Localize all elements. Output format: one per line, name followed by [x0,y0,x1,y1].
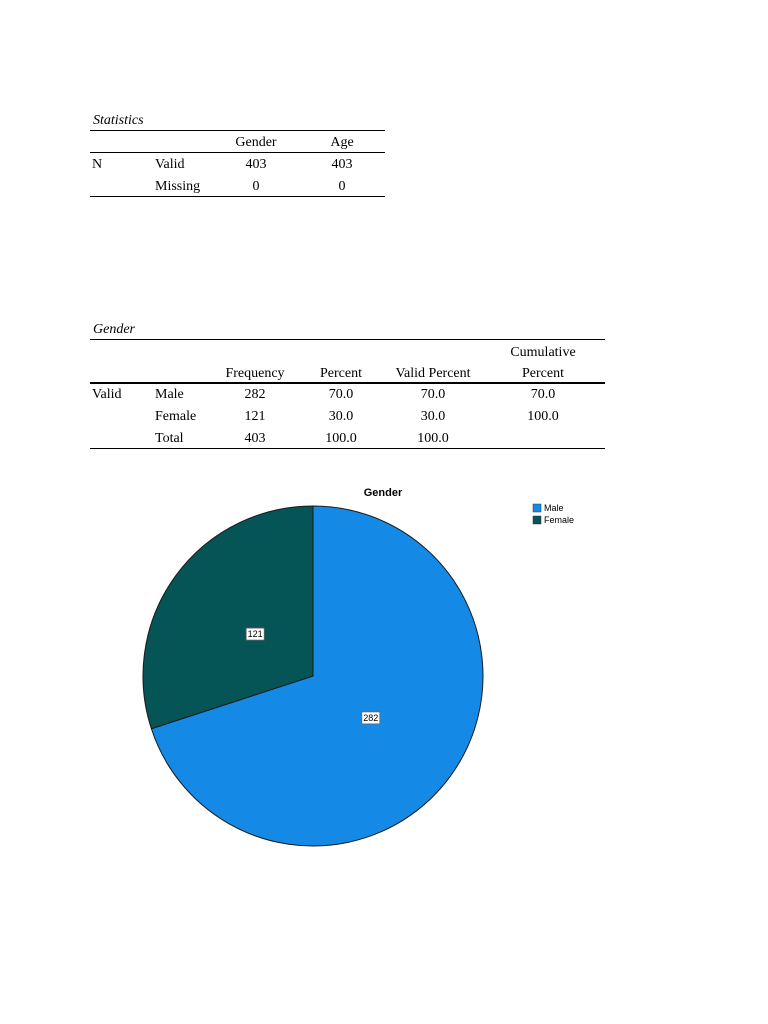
column-header-percent: Percent [320,366,362,381]
column-header-gender: Gender [235,135,277,150]
row-label: Male [155,387,184,402]
row-label: Valid [155,157,185,172]
table-cell: 282 [244,387,266,402]
table-cell: 121 [244,409,266,424]
svg-text:121: 121 [247,629,263,640]
table-cell: 70.0 [530,387,556,402]
row-group-label: N [92,157,103,172]
table-cell: 30.0 [420,409,446,424]
row-label: Total [155,431,184,446]
gender-pie-chart [100,470,620,870]
legend-swatch [533,504,541,512]
pie-slices [143,506,483,846]
table-rule [90,130,385,131]
chart-legend [533,503,574,525]
table-cell: 0 [252,179,260,194]
table-rule [90,196,385,197]
data-label-female [246,628,264,640]
legend-item-female [533,515,574,525]
row-label: Missing [155,179,201,194]
table-rule [90,339,605,340]
table-cell: 403 [245,157,267,172]
table-rule [90,382,605,384]
table-cell: 30.0 [328,409,354,424]
svg-text:282: 282 [363,712,379,723]
table-cell: 70.0 [328,387,354,402]
column-header-age: Age [330,135,354,150]
chart-title: Gender [363,487,403,499]
data-label-male [362,712,380,724]
legend-label: Male [544,503,564,513]
table-cell: 403 [331,157,353,172]
table-cell: 403 [244,431,266,446]
legend-swatch [533,516,541,524]
legend-item-male [533,503,564,513]
column-header-valid-percent: Valid Percent [395,366,471,381]
column-header-cumulative: Cumulative [510,345,576,360]
table-cell: 100.0 [325,431,357,446]
row-group-label: Valid [92,387,122,402]
table-cell: 70.0 [420,387,446,402]
table-cell: 100.0 [527,409,559,424]
legend-label: Female [544,515,575,525]
statistics-caption: Statistics [93,113,144,128]
column-header-frequency: Frequency [225,366,285,381]
table-rule [90,152,385,153]
row-label: Female [155,409,197,424]
gender-caption: Gender [93,322,135,337]
table-rule [90,448,605,449]
column-header-cumulative-percent: Percent [522,366,564,381]
table-cell: 100.0 [417,431,449,446]
table-cell: 0 [338,179,346,194]
